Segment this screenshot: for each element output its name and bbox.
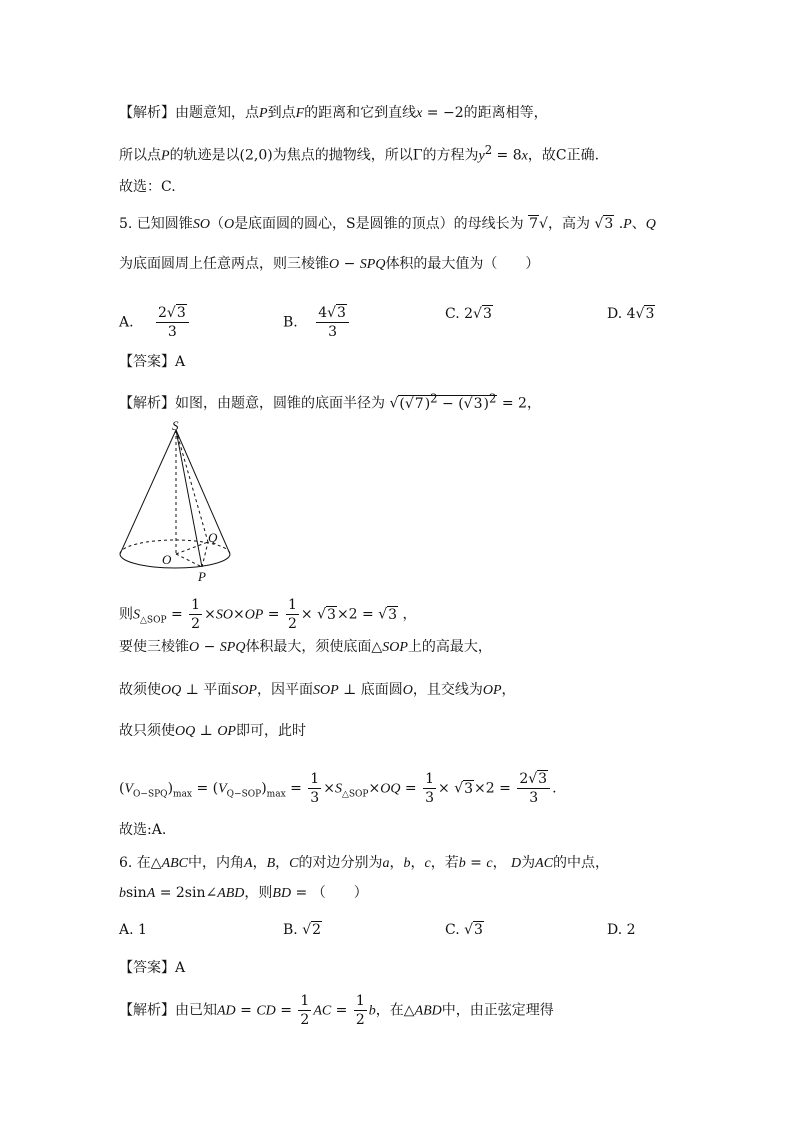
question-6-line-2: bsinA = 2sin∠ABD，则BD = （ ） [119,885,368,901]
q6-option-b: B. √2 [283,922,322,938]
q6-option-a: A. 1 [119,922,147,938]
label-O: O [162,552,172,567]
solution-5-line: 【解析】如图，由题意，圆锥的底面半径为 $√(√7)^2 - (√3)^2 = 2$， [119,391,541,412]
q6-option-d: D. 2 [607,922,636,938]
solution-line-1: 【解析】由题意知，点P到点F的距离和它到直线x = −2的距离相等， [119,105,548,121]
cone-diagram [110,418,240,588]
label-S: S [172,418,179,433]
option-a: A. $\frac{2√3}{3}$ [119,304,191,341]
question-5-line-2: 为底面圆周上任意两点，则三棱锥O − SPQ体积的最大值为（ ） [119,256,540,272]
solution-6-line: 【解析】由已知AD = CD = $\frac{1}{2}$ AC = $\frac{1}{2}$ b，在△ABD中，由正弦定理得 [119,993,554,1028]
question-6-line-1: 6. 在△ABC中，内角A，B，C的对边分别为a，b，c，若b = c， D为AC的中点， [119,855,610,871]
perp-line: 故须使OQ ⊥ 平面SOP，因平面SOP ⊥ 底面圆O，且交线为OP， [119,682,516,698]
choice-c-line: 故选：C. [119,179,176,195]
answer-5: 【答案】A [119,354,186,370]
solution-line-2: 所以点P的轨迹是以(2,0)为焦点的抛物线，所以Γ的方程为$y^2 = 8x$，故C正确. [119,143,600,164]
answer-6: 【答案】A [119,960,186,976]
label-P: P [198,569,206,584]
question-5-line-1: 5. 已知圆锥SO（O是底面圆的圆心，S是圆锥的顶点）的母线长为 7√，高为 √3 .P、Q [119,216,656,232]
volume-line: $(V_{O-SPQ})_{max} = (V_{Q-SOP})_{max}$ = $\frac{1}{3}$ $\times S_{\triangle SOP}\times OQ$ = $\frac{1}{3}$ × √3×2 = $\frac{2√3}{3}$ . [119,771,557,806]
select-5: 故选:A. [119,822,167,838]
q6-option-c: C. √3 [445,922,483,938]
option-d: D. 4√3 [607,306,655,322]
area-line: 则$S_{\triangle SOP}$ = $\frac{1}{2}$ ×SO×OP = $\frac{1}{2}$ × √3×2 = √3 ， [119,597,417,632]
only-line: 故只须使OQ ⊥ OP即可，此时 [119,723,306,739]
max-line: 要使三棱锥O − SPQ体积最大，须使底面△SOP上的高最大， [119,639,492,655]
label-Q: Q [208,530,218,545]
option-b: B. $\frac{4√3}{3}$ [283,304,351,341]
option-c: C. 2√3 [445,306,492,322]
